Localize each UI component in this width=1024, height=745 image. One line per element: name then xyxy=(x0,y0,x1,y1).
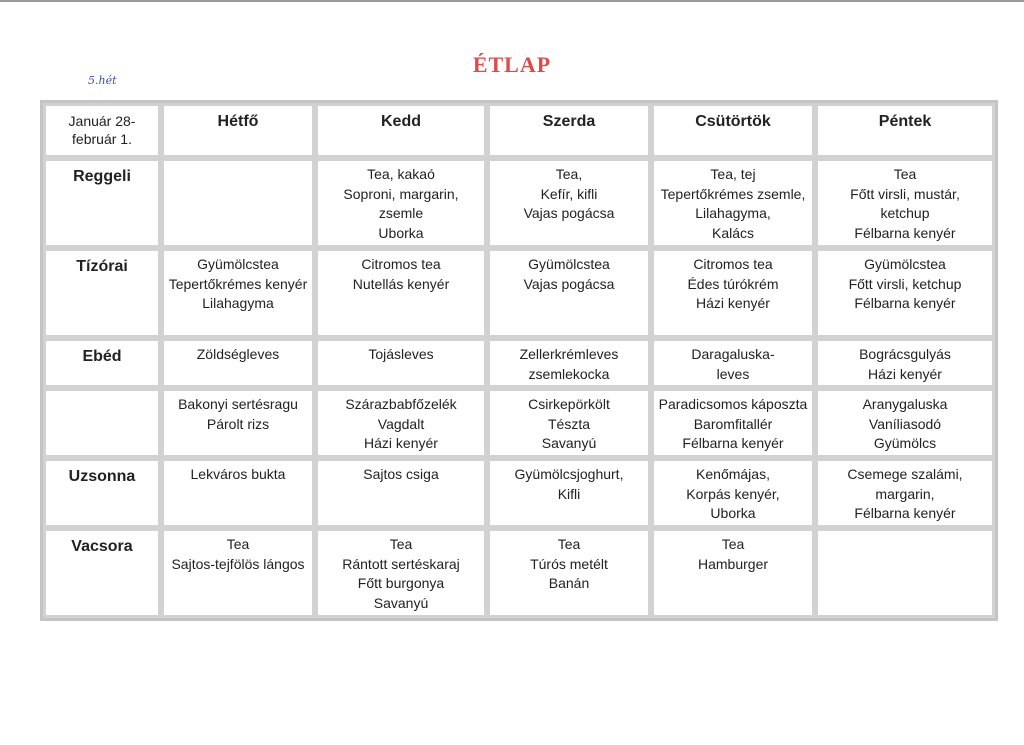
menu-item-line: Túrós metélt xyxy=(530,555,608,572)
menu-item-line: Főtt virsli, ketchup xyxy=(848,275,962,292)
menu-item-line: Édes túrókrém xyxy=(687,275,779,292)
menu-item-line: Uborka xyxy=(710,505,756,521)
meal-label: Ebéd xyxy=(43,338,161,388)
menu-item-line: Baromfitallér xyxy=(693,415,773,432)
menu-cell xyxy=(161,528,315,618)
menu-item-line: Gyümölcsjoghurt, xyxy=(514,466,624,482)
menu-item-line: Félbarna kenyér xyxy=(682,435,784,451)
meal-row xyxy=(43,458,995,528)
menu-item-line: Lekváros bukta xyxy=(190,466,286,482)
menu-cell xyxy=(815,158,995,248)
menu-cell xyxy=(651,248,815,338)
menu-cell xyxy=(315,338,487,388)
menu-cell xyxy=(487,458,651,528)
menu-item-line: Kalács xyxy=(711,224,755,241)
menu-item-line: Lilahagyma xyxy=(202,295,274,311)
weekly-menu-table xyxy=(40,100,998,621)
menu-cell xyxy=(487,338,651,388)
menu-item-line: Házi kenyér xyxy=(364,435,438,451)
menu-item-line: Hamburger xyxy=(697,555,769,572)
day-header-tuesday: Kedd xyxy=(315,103,487,158)
menu-item-line: Zöldségleves xyxy=(196,346,280,362)
menu-cell xyxy=(487,158,651,248)
menu-cell xyxy=(315,458,487,528)
menu-cell xyxy=(651,338,815,388)
menu-cell xyxy=(315,158,487,248)
meal-row xyxy=(43,338,995,388)
menu-item-line: ketchup xyxy=(880,205,930,221)
menu-cell xyxy=(315,248,487,338)
menu-item-line: Zellerkrémleves xyxy=(519,346,619,362)
menu-item-line: Rántott sertéskaraj xyxy=(342,555,460,572)
day-header-monday: Hétfő xyxy=(161,103,315,158)
menu-cell xyxy=(161,248,315,338)
day-header-wednesday: Szerda xyxy=(487,103,651,158)
menu-item-line: Lilahagyma, xyxy=(695,205,771,221)
menu-item-line: Citromos tea xyxy=(361,256,441,272)
menu-item-line: zsemle xyxy=(378,205,424,221)
menu-cell xyxy=(815,458,995,528)
menu-item-line: Bakonyi sertésragu xyxy=(178,396,298,412)
meal-label: Vacsora xyxy=(43,528,161,618)
menu-item-line: Tea xyxy=(557,536,581,552)
menu-item-line: Tea, tej xyxy=(710,166,756,182)
meal-label xyxy=(43,388,161,458)
menu-item-line: Kifli xyxy=(557,485,581,502)
menu-item-line: Kenőmájas, xyxy=(696,466,770,482)
menu-cell xyxy=(651,158,815,248)
menu-item-line: Savanyú xyxy=(541,435,597,451)
menu-item-line: Házi kenyér xyxy=(868,365,942,382)
menu-item-line: Citromos tea xyxy=(693,256,773,272)
menu-item-line: Vagdalt xyxy=(377,415,425,432)
menu-cell xyxy=(815,528,995,618)
menu-item-line: Vajas pogácsa xyxy=(523,205,615,221)
menu-item-line: Főtt virsli, mustár, xyxy=(850,185,960,202)
menu-item-line: Tea xyxy=(721,536,745,552)
top-edge-line xyxy=(0,0,1024,2)
menu-item-line: Gyümölcstea xyxy=(197,256,279,272)
menu-item-line: Tészta xyxy=(547,415,590,432)
menu-cell xyxy=(161,158,315,248)
menu-item-line: Párolt rizs xyxy=(206,415,270,432)
date-range-line: Január 28- xyxy=(68,113,136,129)
date-range-cell xyxy=(43,103,161,158)
menu-cell xyxy=(651,528,815,618)
menu-cell xyxy=(815,248,995,338)
menu-cell xyxy=(651,458,815,528)
menu-cell xyxy=(161,458,315,528)
menu-item-line: Gyümölcs xyxy=(873,435,937,451)
menu-item-line: Korpás kenyér, xyxy=(686,485,780,502)
menu-item-line: Házi kenyér xyxy=(696,295,770,311)
meal-row xyxy=(43,248,995,338)
menu-item-line: Kefír, kifli xyxy=(540,185,598,202)
menu-item-line: Tea xyxy=(389,536,413,552)
menu-cell xyxy=(487,248,651,338)
menu-item-line: Félbarna kenyér xyxy=(854,224,956,241)
menu-item-line: Csirkepörkölt xyxy=(528,396,610,412)
meal-row xyxy=(43,528,995,618)
menu-title: ÉTLAP xyxy=(472,52,552,77)
menu-cell xyxy=(815,338,995,388)
menu-item-line: Tea xyxy=(226,536,250,552)
menu-item-line: Uborka xyxy=(378,224,424,241)
menu-item-line: Paradicsomos káposzta xyxy=(658,396,808,412)
menu-item-line: Vaníliasodó xyxy=(868,415,942,432)
menu-item-line: Csemege szalámi, xyxy=(847,466,963,482)
menu-item-line: Sajtos-tejfölös lángos xyxy=(171,555,305,572)
menu-item-line: Gyümölcstea xyxy=(528,256,610,272)
menu-item-line: Bográcsgulyás xyxy=(859,346,951,362)
header-row xyxy=(43,103,995,158)
menu-item-line: margarin, xyxy=(875,485,935,502)
menu-item-line: Nutellás kenyér xyxy=(352,275,450,292)
menu-cell xyxy=(161,338,315,388)
meal-label: Tízórai xyxy=(43,248,161,338)
handwritten-week-note: 5.hét xyxy=(88,74,117,87)
day-header-thursday: Csütörtök xyxy=(651,103,815,158)
menu-item-line: Főtt burgonya xyxy=(357,575,445,591)
meal-label: Reggeli xyxy=(43,158,161,248)
meal-row xyxy=(43,158,995,248)
meal-label: Uzsonna xyxy=(43,458,161,528)
menu-item-line: Tepertőkrémes zsemle, xyxy=(660,185,806,202)
menu-item-line: Tojásleves xyxy=(368,346,434,362)
menu-item-line: Daragaluska- xyxy=(691,346,775,362)
menu-item-line: Sajtos csiga xyxy=(363,466,439,482)
menu-item-line: Vajas pogácsa xyxy=(523,275,615,292)
menu-cell xyxy=(487,388,651,458)
menu-item-line: Soproni, margarin, xyxy=(343,185,459,202)
menu-cell xyxy=(161,388,315,458)
menu-item-line: leves xyxy=(716,365,750,382)
menu-item-line: Tea xyxy=(893,166,917,182)
menu-item-line: Banán xyxy=(548,575,590,591)
menu-cell xyxy=(651,388,815,458)
menu-item-line: Savanyú xyxy=(373,594,429,611)
menu-cell xyxy=(815,388,995,458)
menu-item-line: Aranygaluska xyxy=(862,396,948,412)
menu-item-line: Félbarna kenyér xyxy=(854,295,956,311)
menu-cell xyxy=(315,528,487,618)
meal-row xyxy=(43,388,995,458)
menu-cell xyxy=(315,388,487,458)
menu-item-line: Szárazbabfőzelék xyxy=(345,396,457,412)
day-header-friday: Péntek xyxy=(815,103,995,158)
menu-item-line: Félbarna kenyér xyxy=(854,505,956,521)
menu-item-line: Gyümölcstea xyxy=(864,256,946,272)
menu-item-line: Tepertőkrémes kenyér xyxy=(168,275,308,292)
date-range-line: február 1. xyxy=(72,131,132,147)
menu-item-line: Tea, kakaó xyxy=(367,166,435,182)
menu-cell xyxy=(487,528,651,618)
menu-item-line: zsemlekocka xyxy=(528,365,610,382)
menu-item-line: Tea, xyxy=(555,166,583,182)
